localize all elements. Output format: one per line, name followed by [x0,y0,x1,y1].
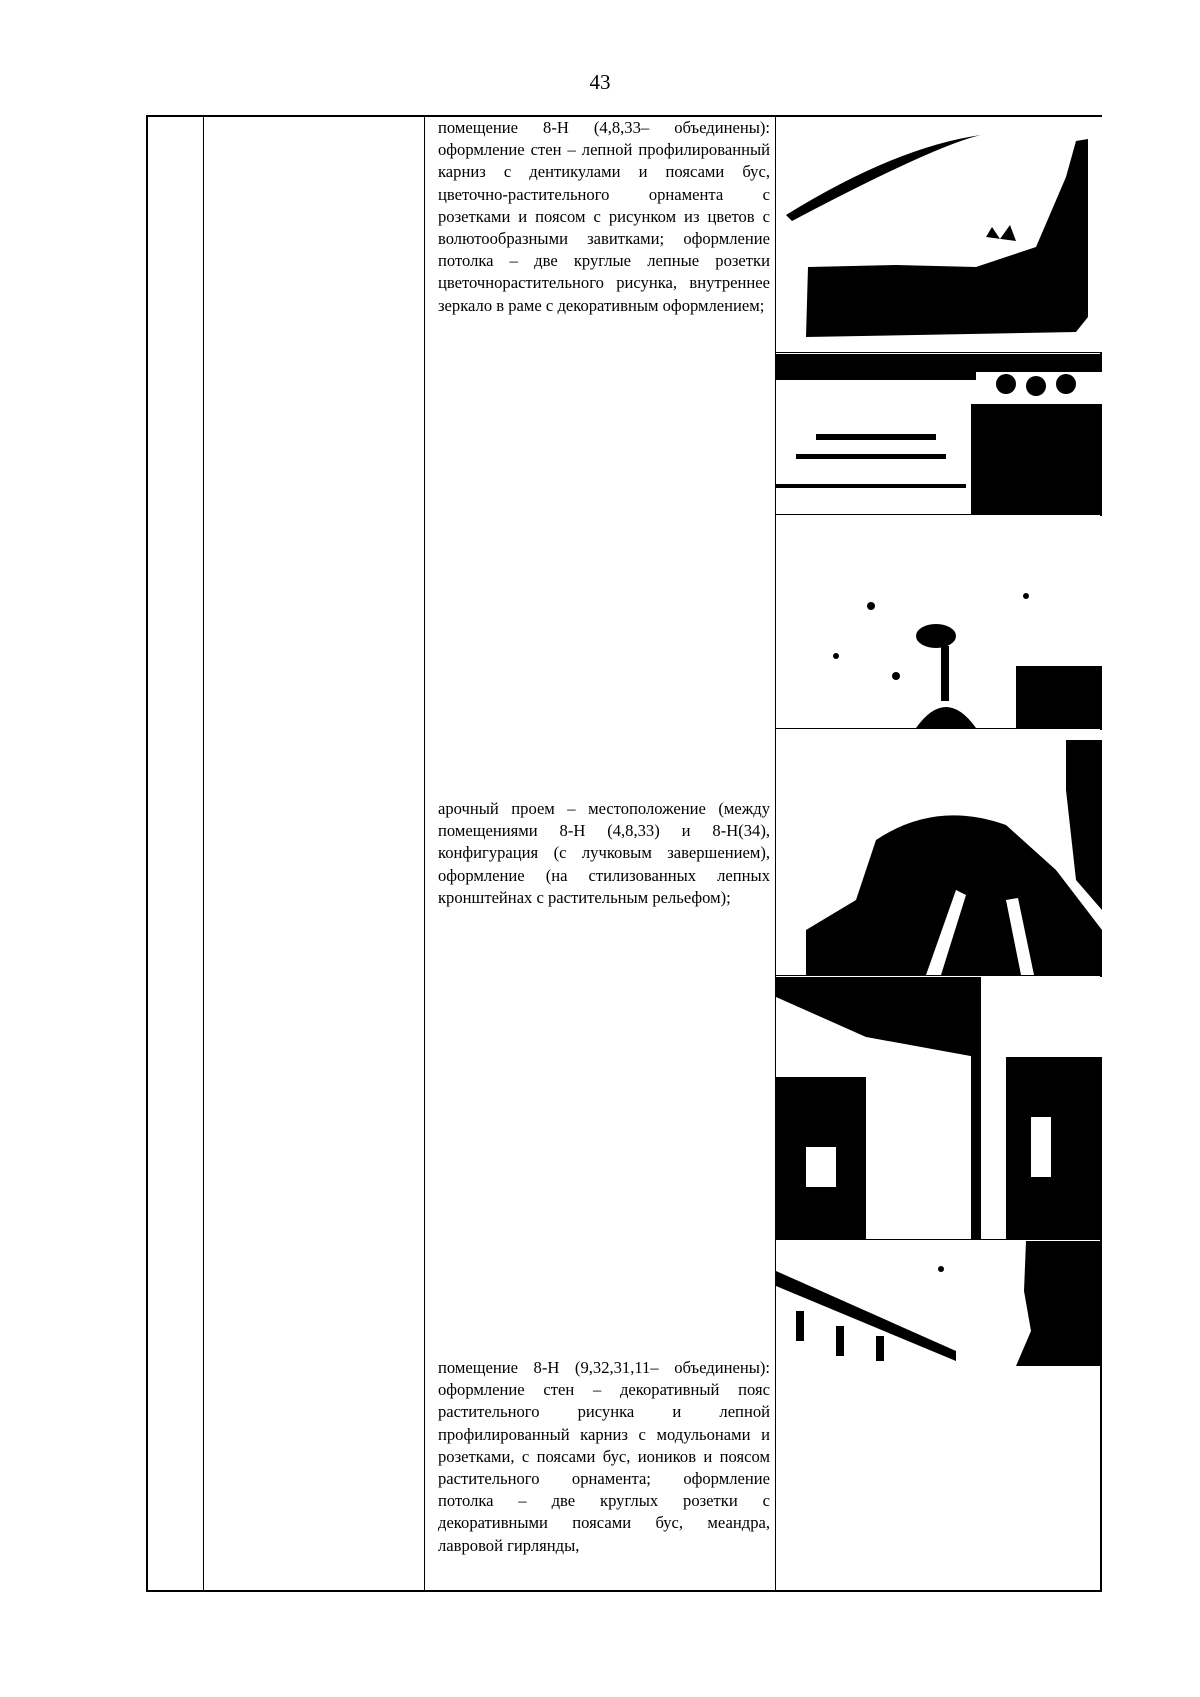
description-arch-opening: арочный проем – местоположение (между помещениями 8-Н (4,8,33) и 8-Н(34), конфигурация (с лучковым завершением), оформление (на стилизованных лепных кронштейнах с растительным рельефом); [438,799,770,907]
photo-divider [776,1239,1102,1240]
photo-arch-brackets [776,977,1102,1239]
photo-cornice-detail [776,354,1102,514]
photo-arch-opening [776,730,1102,975]
column-divider [203,117,204,1590]
column-divider [424,117,425,1590]
photo-divider [776,514,1102,515]
photo-divider [776,352,1102,353]
description-room-8n-9-32-31-11: помещение 8-Н (9,32,31,11– объединены): оформление стен – декоративный пояс растительного рисунка и лепной профилированный карниз с модульонами и розетками, с поясами бус, иоников и поясом растительного орнамента; оформление потолка – две круглых розетки с декоративными поясами бус, меандра, лавровой гирлянды, [438,1358,770,1555]
page-number: 43 [589,70,611,94]
photo-room-cornice [776,1241,1102,1366]
photo-divider [776,728,1102,729]
photo-ceiling-rosette [776,516,1102,728]
document-table [146,115,1102,1592]
photo-cornice-ceiling [776,117,1102,352]
description-room-8n-4-8-33: помещение 8-Н (4,8,33– объединены): оформление стен – лепной профилированный карниз с дентикулами и поясами бус, цветочно-растительного орнамента с розетками и поясом с рисунком из цветов с волютообразными завитками; оформление потолка – две круглые лепные розетки цветочнорастительного рисунка, внутреннее зеркало в раме с декоративным оформлением; [438,118,770,315]
photo-divider [776,975,1102,976]
